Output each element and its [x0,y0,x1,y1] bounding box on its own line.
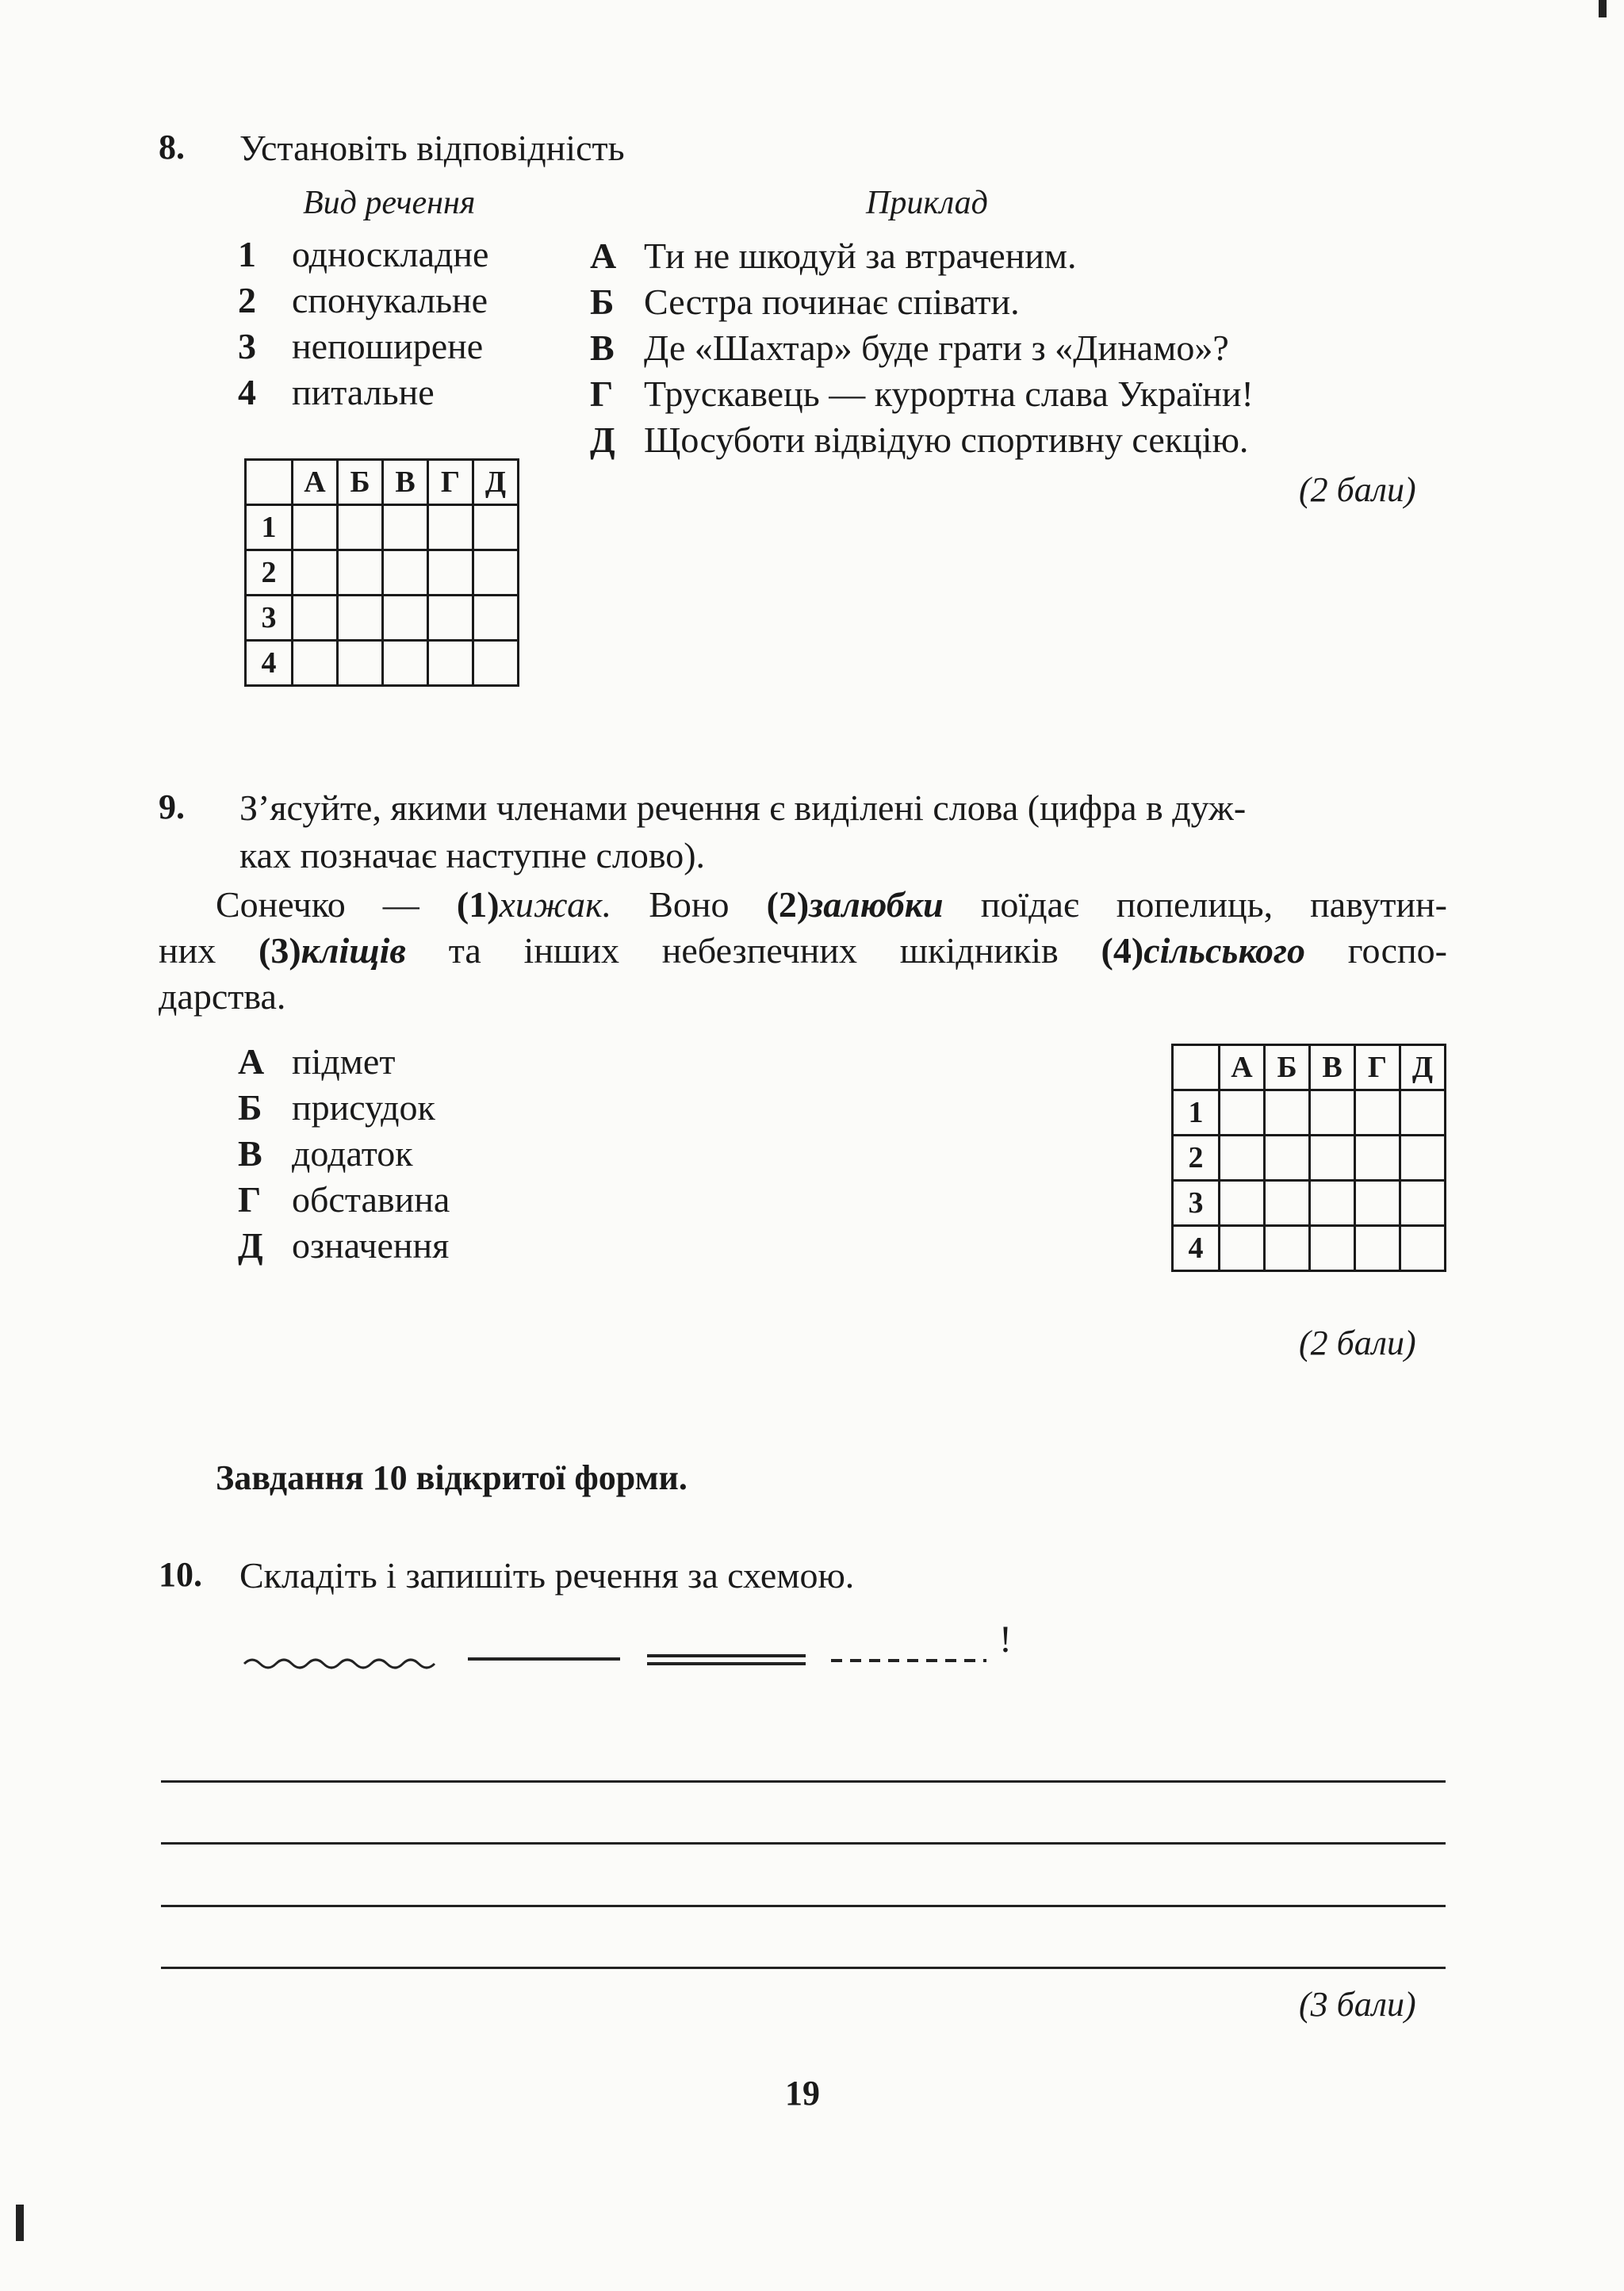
grid-answer-cell[interactable] [1400,1136,1446,1181]
q8-example-item: Б Сестра починає співати. [590,282,1020,322]
q9-title-line1: З’ясуйте, якими членами речення є виділені слова (цифра в дуж- [239,787,1247,828]
q10-title: Складіть і запишіть речення за схемою. [239,1555,855,1596]
q9-number: 9. [159,787,185,826]
q8-example-item: А Ти не шкодуй за втраченим. [590,236,1077,276]
q8-points: (2 бали) [1299,470,1416,509]
grid-answer-cell[interactable] [473,596,519,641]
page-number: 19 [785,2074,820,2113]
q8-title: Установіть відповідність [239,128,625,168]
grid-answer-cell[interactable] [1310,1226,1355,1271]
grid-row-header: 1 [246,505,293,550]
section-heading: Завдання 10 відкритої форми. [216,1458,688,1497]
q9-passage-line: них (3)кліщів та інших небезпечних шкідників (4)сільського госпо- [159,930,1447,971]
q9-title-line2: ках позначає наступне слово). [239,835,706,875]
grid-answer-cell[interactable] [1220,1226,1265,1271]
grid-column-header: Б [338,460,383,505]
grid-row-header: 2 [1173,1136,1220,1181]
grid-answer-cell[interactable] [1400,1226,1446,1271]
grid-answer-cell[interactable] [1400,1181,1446,1226]
q8-example-item: Д Щосуботи відвідую спортивну секцію. [590,420,1249,460]
grid-row-header: 3 [1173,1181,1220,1226]
answer-line[interactable] [161,1842,1446,1845]
grid-answer-cell[interactable] [383,596,428,641]
q10-points: (3 бали) [1299,1985,1416,2024]
q8-type-item: 2 спонукальне [238,280,488,320]
q8-type-item: 1 односкладне [238,234,489,274]
grid-answer-cell[interactable] [1265,1226,1310,1271]
grid-answer-cell[interactable] [383,505,428,550]
q9-option-item: А підмет [238,1041,396,1082]
grid-answer-cell[interactable] [428,596,473,641]
q9-option-item: Б присудок [238,1087,435,1128]
grid-answer-cell[interactable] [1355,1181,1400,1226]
q8-example-item: Г Трускавець — курортна слава України! [590,374,1254,414]
grid-column-header: Б [1265,1045,1310,1090]
q9-passage [159,882,1447,1020]
grid-answer-cell[interactable] [473,505,519,550]
grid-column-header: А [293,460,338,505]
grid-answer-cell[interactable] [293,596,338,641]
q9-passage-line: дарства. [159,976,286,1017]
grid-column-header: А [1220,1045,1265,1090]
q9-option-item: В додаток [238,1133,413,1174]
q8-type-item: 3 непоширене [238,326,484,366]
answer-line[interactable] [161,1780,1446,1783]
grid-answer-cell[interactable] [473,550,519,596]
grid-answer-cell[interactable] [1355,1136,1400,1181]
grid-answer-cell[interactable] [428,550,473,596]
grid-answer-cell[interactable] [1310,1181,1355,1226]
q9-points: (2 бали) [1299,1324,1416,1362]
grid-answer-cell[interactable] [1400,1090,1446,1136]
grid-answer-cell[interactable] [293,550,338,596]
q8-example-item: В Де «Шахтар» буде грати з «Динамо»? [590,328,1229,368]
grid-answer-cell[interactable] [338,641,383,686]
grid-answer-cell[interactable] [1265,1090,1310,1136]
grid-answer-cell[interactable] [338,505,383,550]
grid-answer-cell[interactable] [1310,1090,1355,1136]
grid-answer-cell[interactable] [293,505,338,550]
grid-row-header: 4 [246,641,293,686]
grid-row-header: 1 [1173,1090,1220,1136]
grid-answer-cell[interactable] [428,641,473,686]
grid-answer-cell[interactable] [338,596,383,641]
grid-answer-cell[interactable] [383,641,428,686]
grid-answer-cell[interactable] [293,641,338,686]
grid-answer-cell[interactable] [1265,1136,1310,1181]
grid-answer-cell[interactable] [1355,1226,1400,1271]
scheme-wavy-line [244,1660,435,1668]
scan-mark [16,2205,24,2241]
grid-column-header: Д [1400,1045,1446,1090]
q8-number: 8. [159,128,185,167]
grid-corner-cell [246,460,293,505]
grid-answer-cell[interactable] [1310,1136,1355,1181]
grid-answer-cell[interactable] [1220,1181,1265,1226]
grid-answer-cell[interactable] [1265,1181,1310,1226]
grid-answer-cell[interactable] [473,641,519,686]
q9-answer-grid [1171,1044,1446,1272]
answer-line[interactable] [161,1967,1446,1969]
q8-column-right-heading: Приклад [866,185,988,221]
q9-option-item: Г обставина [238,1179,450,1220]
q9-passage-line: Сонечко — (1)хижак. Воно (2)залюбки поїдає попелиць, павутин- [216,884,1447,925]
grid-answer-cell[interactable] [338,550,383,596]
grid-answer-cell[interactable] [1355,1090,1400,1136]
grid-answer-cell[interactable] [383,550,428,596]
q10-number: 10. [159,1555,202,1594]
grid-column-header: Г [1355,1045,1400,1090]
grid-answer-cell[interactable] [1220,1090,1265,1136]
scan-mark [1599,0,1607,17]
grid-column-header: Д [473,460,519,505]
grid-row-header: 4 [1173,1226,1220,1271]
grid-row-header: 2 [246,550,293,596]
grid-answer-cell[interactable] [1220,1136,1265,1181]
sentence-scheme [238,1629,1031,1684]
answer-line[interactable] [161,1905,1446,1907]
q8-answer-grid [244,458,519,687]
scheme-exclamation: ! [999,1619,1012,1661]
q8-column-left-heading: Вид речення [303,185,476,221]
grid-answer-cell[interactable] [428,505,473,550]
grid-column-header: В [1310,1045,1355,1090]
grid-column-header: В [383,460,428,505]
grid-column-header: Г [428,460,473,505]
grid-row-header: 3 [246,596,293,641]
q8-type-item: 4 питальне [238,372,435,412]
grid-corner-cell [1173,1045,1220,1090]
q9-option-item: Д означення [238,1225,450,1266]
